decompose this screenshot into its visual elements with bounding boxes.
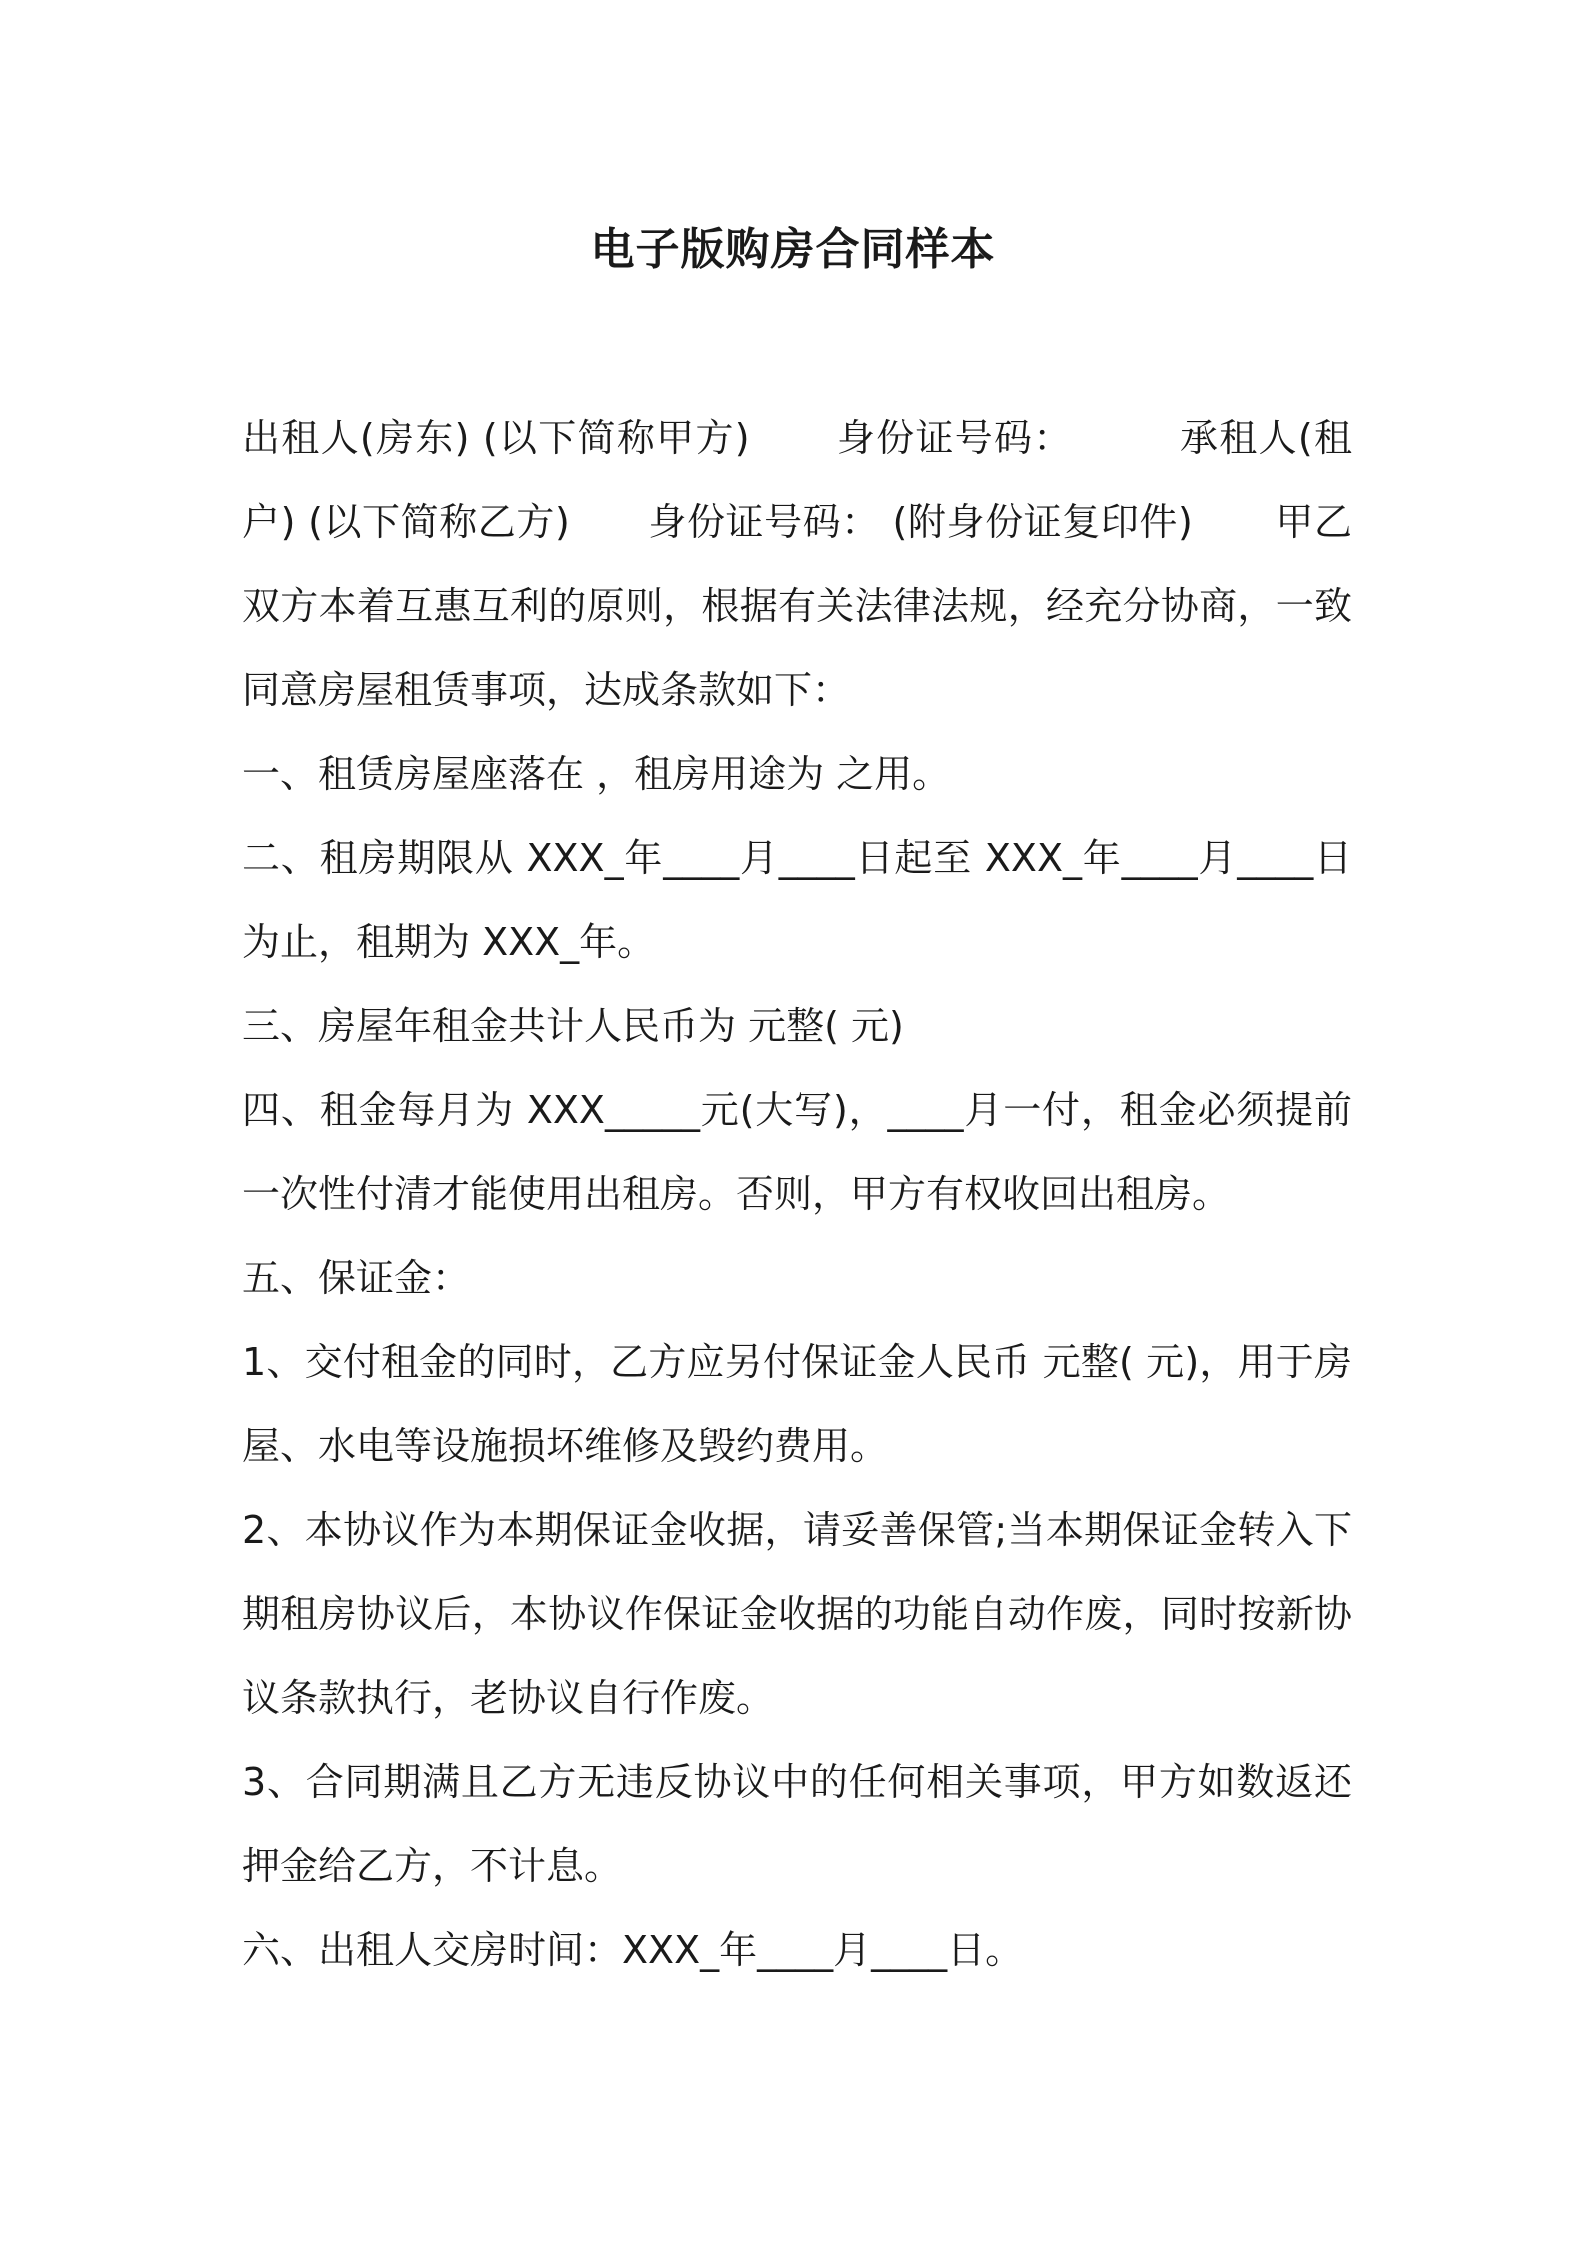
clause-4: 四、租金每月为 XXX_____元(大写)，____月一付，租金必须提前一次性付清才能使用出租房。否则，甲方有权收回出租房。 bbox=[242, 1088, 1352, 1216]
intro-paragraph bbox=[242, 396, 1352, 732]
principle-text: 甲乙双方本着互惠互利的原则，根据有关法律法规，经充分协商，一致同意房屋租赁事项，达成条款如下： bbox=[242, 500, 1352, 712]
clause-5: 五、保证金： bbox=[242, 1256, 471, 1300]
clause-6: 六、出租人交房时间：XXX_年____月____日。 bbox=[242, 1928, 1024, 1972]
clause-3: 三、房屋年租金共计人民币为 元整( 元) bbox=[242, 1004, 904, 1048]
clause-5-3: 3、合同期满且乙方无违反协议中的任何相关事项，甲方如数返还押金给乙方，不计息。 bbox=[242, 1760, 1352, 1888]
clause-5-1: 1、交付租金的同时，乙方应另付保证金人民币 元整( 元)，用于房屋、水电等设施损坏维修及毁约费用。 bbox=[242, 1340, 1352, 1468]
id-copy-note: (附身份证复印件) bbox=[892, 500, 1193, 544]
tenant-label: 承租人(租户) (以下简称乙方) bbox=[242, 416, 1352, 544]
landlord-label: 出租人(房东) (以下简称甲方) bbox=[242, 416, 750, 460]
tenant-id-label: 身份证号码： bbox=[647, 500, 880, 544]
clause-5-2: 2、本协议作为本期保证金收据，请妥善保管;当本期保证金转入下期租房协议后，本协议作保证金收据的功能自动作废，同时按新协议条款执行，老协议自行作废。 bbox=[242, 1508, 1352, 1720]
clause-2: 二、租房期限从 XXX_年____月____日起至 XXX_年____月____日为止，租期为 XXX_年。 bbox=[242, 836, 1352, 964]
document-title: 电子版购房合同样本 bbox=[590, 224, 996, 275]
clause-1: 一、租赁房屋座落在 ，租房用途为 之用。 bbox=[242, 752, 951, 796]
landlord-id-label: 身份证号码： bbox=[835, 416, 1073, 460]
document-body bbox=[242, 396, 1352, 1992]
